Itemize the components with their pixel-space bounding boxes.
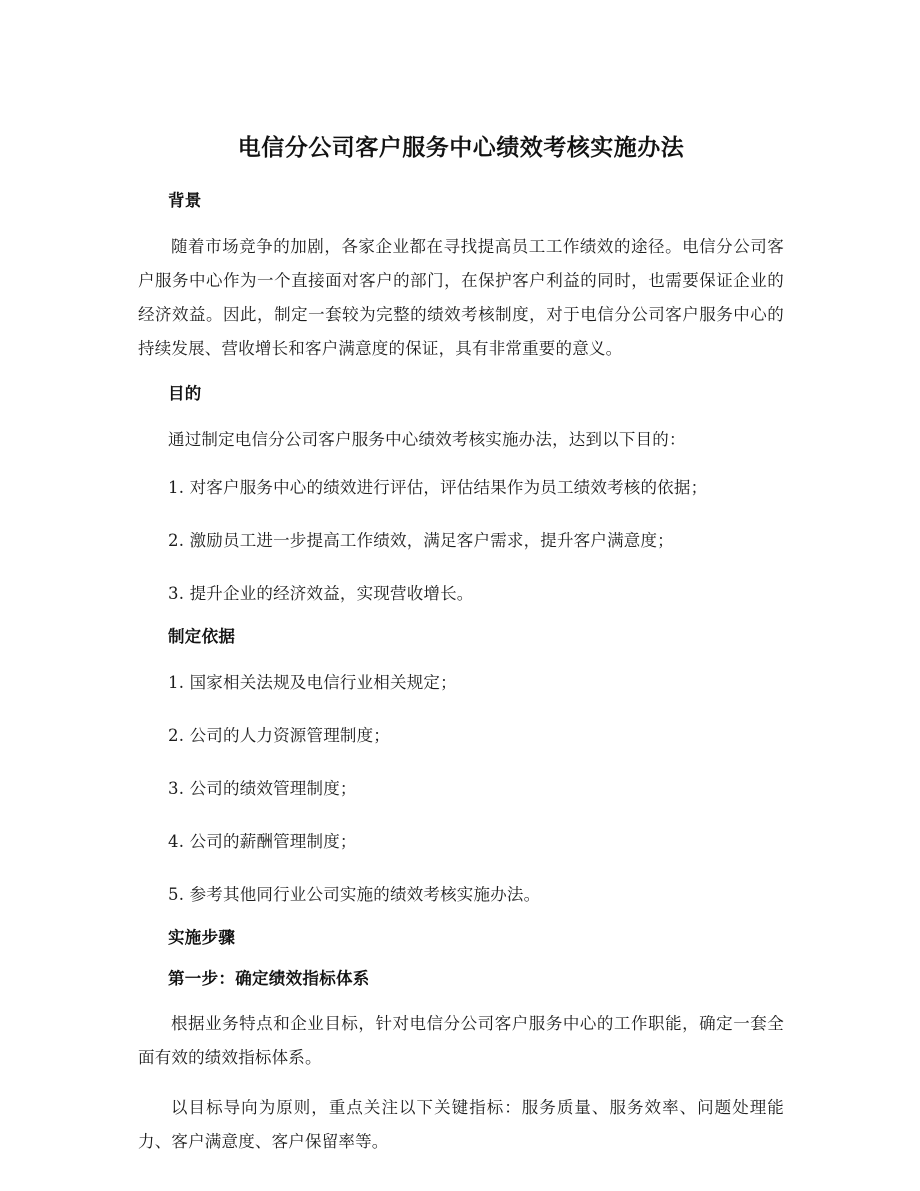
list-basis <box>138 666 784 912</box>
section-purpose <box>138 382 784 611</box>
paragraph-step-one-a: 根据业务特点和企业目标，针对电信分公司客户服务中心的工作职能，确定一套全面有效的绩效指标体系。 <box>138 1013 784 1067</box>
list-item: 2. 激励员工进一步提高工作绩效，满足客户需求，提升客户满意度； <box>168 531 674 551</box>
list-item: 3. 公司的绩效管理制度； <box>168 779 357 799</box>
heading-basis: 制定依据 <box>168 627 236 647</box>
heading-purpose: 目的 <box>168 384 202 404</box>
paragraph-background: 随着市场竞争的加剧，各家企业都在寻找提高员工工作绩效的途径。电信分公司客户服务中心作为一个直接面对客户的部门，在保护客户利益的同时，也需要保证企业的经济效益。因此，制定一套较为完整的绩效考核制度，对于电信分公司客户服务中心的持续发展、营收增长和客户满意度的保证，具有非常重要的意义。 <box>138 237 784 359</box>
heading-background: 背景 <box>168 191 202 211</box>
list-purpose <box>138 471 784 611</box>
document-content <box>138 132 784 1175</box>
list-item: 3. 提升企业的经济效益，实现营收增长。 <box>168 584 474 604</box>
list-item: 5. 参考其他同行业公司实施的绩效考核实施办法。 <box>168 885 541 905</box>
section-steps <box>138 926 784 1158</box>
section-background <box>138 189 784 366</box>
list-item: 1. 国家相关法规及电信行业相关规定； <box>168 673 457 693</box>
heading-steps: 实施步骤 <box>168 928 236 948</box>
heading-step-one: 第一步：确定绩效指标体系 <box>168 969 370 989</box>
list-item: 1. 对客户服务中心的绩效进行评估，评估结果作为员工绩效考核的依据； <box>168 478 708 498</box>
section-basis <box>138 625 784 912</box>
list-item: 2. 公司的人力资源管理制度； <box>168 726 390 746</box>
paragraph-purpose-lead: 通过制定电信分公司客户服务中心绩效考核实施办法，达到以下目的： <box>168 430 686 450</box>
list-item: 4. 公司的薪酬管理制度； <box>168 832 357 852</box>
page-title: 电信分公司客户服务中心绩效考核实施办法 <box>237 134 685 161</box>
paragraph-step-one-b: 以目标导向为原则，重点关注以下关键指标：服务质量、服务效率、问题处理能力、客户满意度、客户保留率等。 <box>138 1097 784 1151</box>
